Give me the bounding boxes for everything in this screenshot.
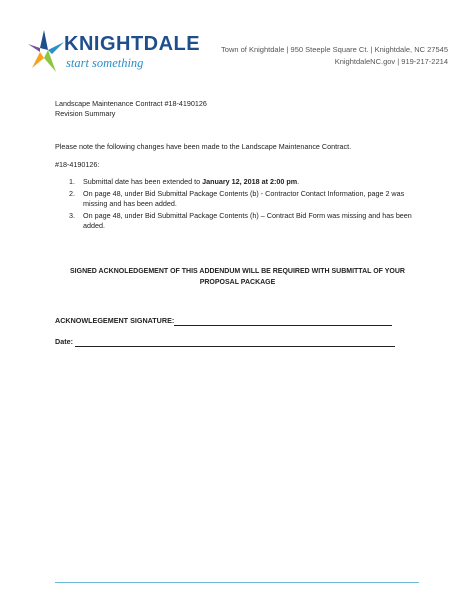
contact-web-phone: KnightdaleNC.gov | 919-217-2214 <box>334 57 448 66</box>
signature-line[interactable] <box>174 325 392 326</box>
contact-block <box>221 44 448 68</box>
changes-list <box>55 177 420 233</box>
contract-reference: #18-4190126: <box>55 160 100 169</box>
acknowledgement-notice <box>55 266 420 288</box>
change-text: On page 48, under Bid Submittal Package Contents (b) - Contractor Contact Information, page 2 was missing and has been added. <box>83 188 405 208</box>
list-item <box>55 211 420 232</box>
logo-wordmark: KNIGHTDALE <box>64 33 201 55</box>
contact-address: Town of Knightdale | 950 Steeple Square Ct. | Knightdale, NC 27545 <box>221 45 448 54</box>
change-date: January 12, 2018 at 2:00 pm <box>202 177 298 186</box>
list-item <box>55 189 420 210</box>
change-text: On page 48, under Bid Submittal Package Contents (h) – Contract Bid Form was missing and has been added. <box>83 210 412 230</box>
logo-tagline: start something <box>66 56 144 70</box>
notice-line-1: SIGNED ACKNOLEDGEMENT OF THIS ADDENDUM WILL BE REQUIRED WITH SUBMITTAL OF YOUR <box>70 268 405 275</box>
list-item <box>55 177 420 188</box>
list-number: 1. <box>69 177 75 186</box>
date-label: Date: <box>55 337 73 346</box>
change-text: Submittal date has been extended to <box>83 177 203 186</box>
list-number: 2. <box>69 188 75 198</box>
knightdale-logo <box>26 28 201 76</box>
intro-text: Please note the following changes have been made to the Landscape Maintenance Contract. <box>55 142 352 151</box>
document-title <box>55 99 207 119</box>
contract-title: Landscape Maintenance Contract #18-4190126 <box>55 99 207 108</box>
footer-divider <box>55 582 419 583</box>
signature-row <box>55 316 174 325</box>
signature-label: ACKNOWLEGEMENT SIGNATURE: <box>55 316 175 325</box>
change-text-end: . <box>297 177 300 186</box>
notice-line-2: PROPOSAL PACKAGE <box>199 279 276 286</box>
date-line[interactable] <box>75 346 395 347</box>
revision-summary-label: Revision Summary <box>55 109 116 118</box>
knightdale-star-icon <box>26 28 66 76</box>
list-number: 3. <box>69 210 75 220</box>
date-row <box>55 337 73 346</box>
